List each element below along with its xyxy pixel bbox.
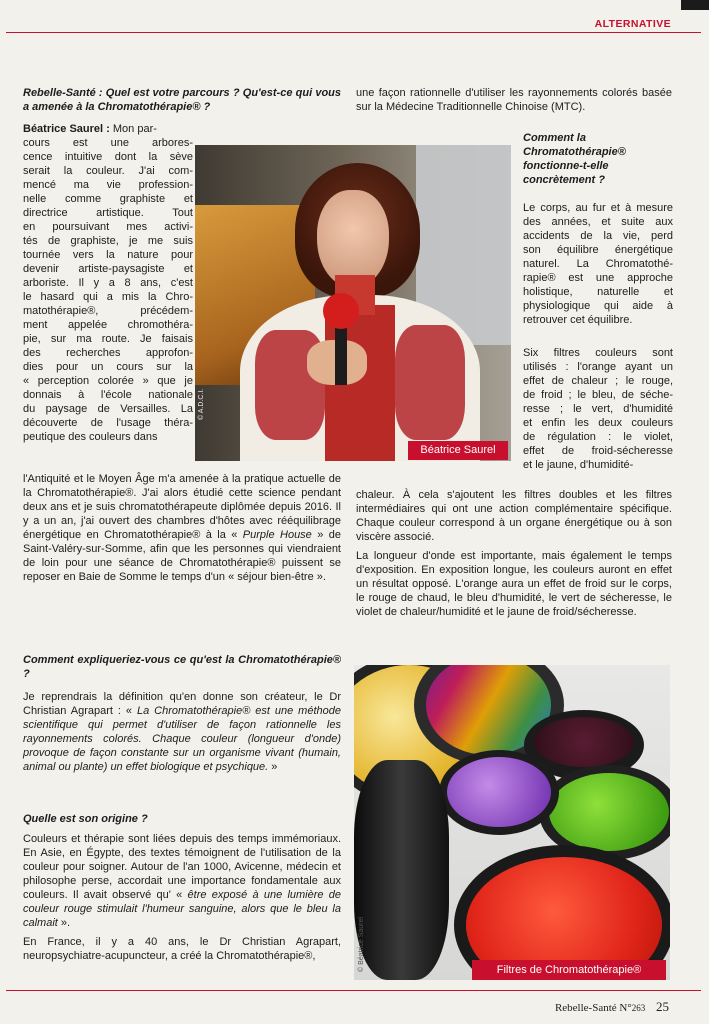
body-line: tés de graphiste, je me suis bbox=[23, 235, 193, 247]
green-filter bbox=[549, 773, 669, 851]
filters-caption: Filtres de Chromatothérapie® bbox=[472, 960, 666, 980]
body-line: nelle comme graphiste et bbox=[23, 193, 193, 205]
answer-3: Couleurs et thérapie sont liées depuis des temps immémoriaux. En Asie, en Égypte, des textes témoignent de l'utilisation de la couleur pour soigner. Autour de l'an 1000, Avicenne, médecin et philosophe perse, accordait une importance fondamentale aux couleurs. Il avait observé qu' « être exposé à une lumière de couleur rouge stimulait l'humeur sanguine, alors que le bleu la calmait ». En France, il y a 40 ans, le Dr Christian Agrapart, neuropsychiatre-acupuncteur, a créé la Chromatothérapie®, bbox=[23, 833, 342, 962]
purple-filter bbox=[447, 757, 551, 827]
body-line: et le jaune, d'humidité- bbox=[523, 459, 634, 471]
portrait-photo bbox=[195, 145, 511, 461]
body-line: naturel. La Chromatothé- bbox=[523, 258, 673, 270]
issue-number: 263 bbox=[631, 1003, 646, 1013]
bottom-rule bbox=[6, 990, 701, 991]
body-line: « perception colorée » que je bbox=[23, 375, 193, 387]
question-line: Chromatothérapie® bbox=[523, 146, 626, 158]
body-line: effet de chaleur ; le rouge, bbox=[523, 375, 673, 387]
body-line: accidents de la vie, perd bbox=[523, 230, 673, 242]
body-line: donnais à l'école nationale bbox=[23, 389, 193, 401]
face-shape bbox=[317, 190, 389, 288]
body-line: peutique des couleurs dans bbox=[23, 431, 158, 443]
paragraph-body-2 bbox=[523, 346, 673, 472]
question-line: fonctionne-t-elle bbox=[523, 160, 609, 172]
body-line: physiologique qui aide à bbox=[523, 300, 673, 312]
body-line: rapie® est une approche bbox=[523, 272, 673, 284]
question-4 bbox=[523, 131, 673, 187]
body-line: serait la couleur. J'ai com- bbox=[23, 165, 193, 177]
portrait-credit: © A.D.C.I. bbox=[198, 388, 205, 420]
question-line: Comment la bbox=[523, 132, 586, 144]
continuation-text: une façon rationnelle d'utiliser les rayonnements colorés basée sur la Médecine Traditionnelle Chinoise (MTC). bbox=[356, 87, 672, 113]
body-line: du paysage de Versailles. La bbox=[23, 403, 193, 415]
body-line: retrouver cet équilibre. bbox=[523, 314, 633, 326]
body-line: effet de froid-sécheresse bbox=[523, 445, 673, 457]
speaker-name: Béatrice Saurel : bbox=[23, 123, 110, 135]
answer-1-line: Mon par- bbox=[112, 123, 157, 135]
corner-mark bbox=[681, 0, 709, 10]
question-line: concrètement ? bbox=[523, 174, 605, 186]
body-line: son équilibre énergétique bbox=[523, 244, 673, 256]
filter-rim bbox=[354, 760, 449, 980]
body-line: en poursuivant mes activi- bbox=[23, 221, 193, 233]
filters-credit: © Béatrice Saurel bbox=[358, 917, 365, 972]
answer-2: Je reprendrais la définition qu'en donne son créateur, le Dr Christian Agrapart : « La Chromatothérapie® est une méthode scientifique qui permet d'utiliser de façon rationnelle les rayonnements colorés. Chaque couleur (longueur d'onde) provoque de façon constante sur un organisme vivant (humain, animal ou plante) un effet biologique et psychique. » bbox=[23, 691, 341, 773]
filters-photo bbox=[354, 665, 670, 980]
body-line: mencé ma vie profession- bbox=[23, 179, 193, 191]
body-line: holistique, naturelle et bbox=[523, 286, 673, 298]
body-line: resse ; le vert, d'humidité bbox=[523, 403, 673, 415]
body-line: cours est une arbores- bbox=[23, 137, 193, 149]
answer-1-wide: l'Antiquité et le Moyen Âge m'a amenée à la pratique actuelle de la Chromatothérapie®. J'ai alors étudié cette science pendant deux ans et je suis chromatothérapeute diplômée depuis 2016. Il y a un an, j'ai ouvert des chambres d'hôtes avec rééquilibrage énergétique en Chromatothérapie® à la « Purple House » de Saint-Valéry-sur-Somme, afin que les personnes qui viendraient de loin pour une séance de Chromatothérapie® puissent se reposer en Baie de Somme le temps d'un « séjour bien-être ». bbox=[23, 473, 341, 583]
section-tag: ALTERNATIVE bbox=[594, 18, 671, 30]
body-line: de régulation : le violet, bbox=[523, 431, 673, 443]
body-line: tournée vers la nature pour bbox=[23, 249, 193, 261]
body-line: des recherches approfon- bbox=[23, 347, 193, 359]
top-rule bbox=[6, 32, 701, 33]
body-line: arboriste. Il y a 8 ans, c'est bbox=[23, 277, 193, 289]
dark-filter bbox=[534, 717, 634, 767]
body-line: matothérapie®, précédem- bbox=[23, 305, 193, 317]
magazine-name: Rebelle-Santé N° bbox=[554, 1002, 632, 1014]
portrait-caption: Béatrice Saurel bbox=[408, 441, 508, 460]
microphone-handle bbox=[335, 325, 347, 385]
body-line: cence intuitive dont la sève bbox=[23, 151, 193, 163]
page-number: 25 bbox=[656, 999, 669, 1014]
body-line: de froid ; le bleu, de séche- bbox=[523, 389, 673, 401]
jacket-pattern-right bbox=[395, 325, 465, 440]
body-line: Six filtres couleurs sont bbox=[523, 347, 673, 359]
paragraph-body-2-rest: chaleur. À cela s'ajoutent les filtres doubles et les filtres intermédiaires qui ont une action complémentaire spécifique. Chaque couleur correspond à un organe énergétique ou à son viscère associé. La longueur d'onde est importante, mais également le temps d'exposition. En exposition longue, les couleurs auront en effet un résultat opposé. L'orange aura un effet de froid sur le corps, le rouge de chaud, le bleu d'humidité, le vert de sécheresse, le violet de chaleur/humidité et le jaune de froid/sécheresse. bbox=[356, 489, 672, 618]
body-line: Le corps, au fur et à mesure bbox=[523, 202, 673, 214]
body-line: des années, et suite aux bbox=[523, 216, 673, 228]
body-line: pie, sur ma route. Je faisais bbox=[23, 333, 193, 345]
body-line: et enfin les deux couleurs bbox=[523, 417, 673, 429]
body-line: dies pour un cours sur la bbox=[23, 361, 193, 373]
body-line: le hasard qui a mis la Chro- bbox=[23, 291, 193, 303]
page-footer bbox=[555, 999, 669, 1015]
microphone-icon bbox=[323, 293, 359, 329]
question-1: Rebelle-Santé : Quel est votre parcours ? Qu'est-ce qui vous a amenée à la Chromatothérapie® ? bbox=[23, 87, 341, 113]
paragraph-body-1 bbox=[523, 201, 673, 327]
body-line: utilisés : l'orange ayant un bbox=[523, 361, 673, 373]
body-line: découverte de l'usage théra- bbox=[23, 417, 193, 429]
body-line: directrice artistique. Tout bbox=[23, 207, 193, 219]
question-3: Quelle est son origine ? bbox=[23, 813, 148, 825]
body-line: devenir artiste-paysagiste et bbox=[23, 263, 193, 275]
body-line: ment appelée chromothéra- bbox=[23, 319, 193, 331]
question-2: Comment expliqueriez-vous ce qu'est la Chromatothérapie® ? bbox=[23, 654, 341, 680]
answer-1-narrow bbox=[23, 122, 193, 444]
